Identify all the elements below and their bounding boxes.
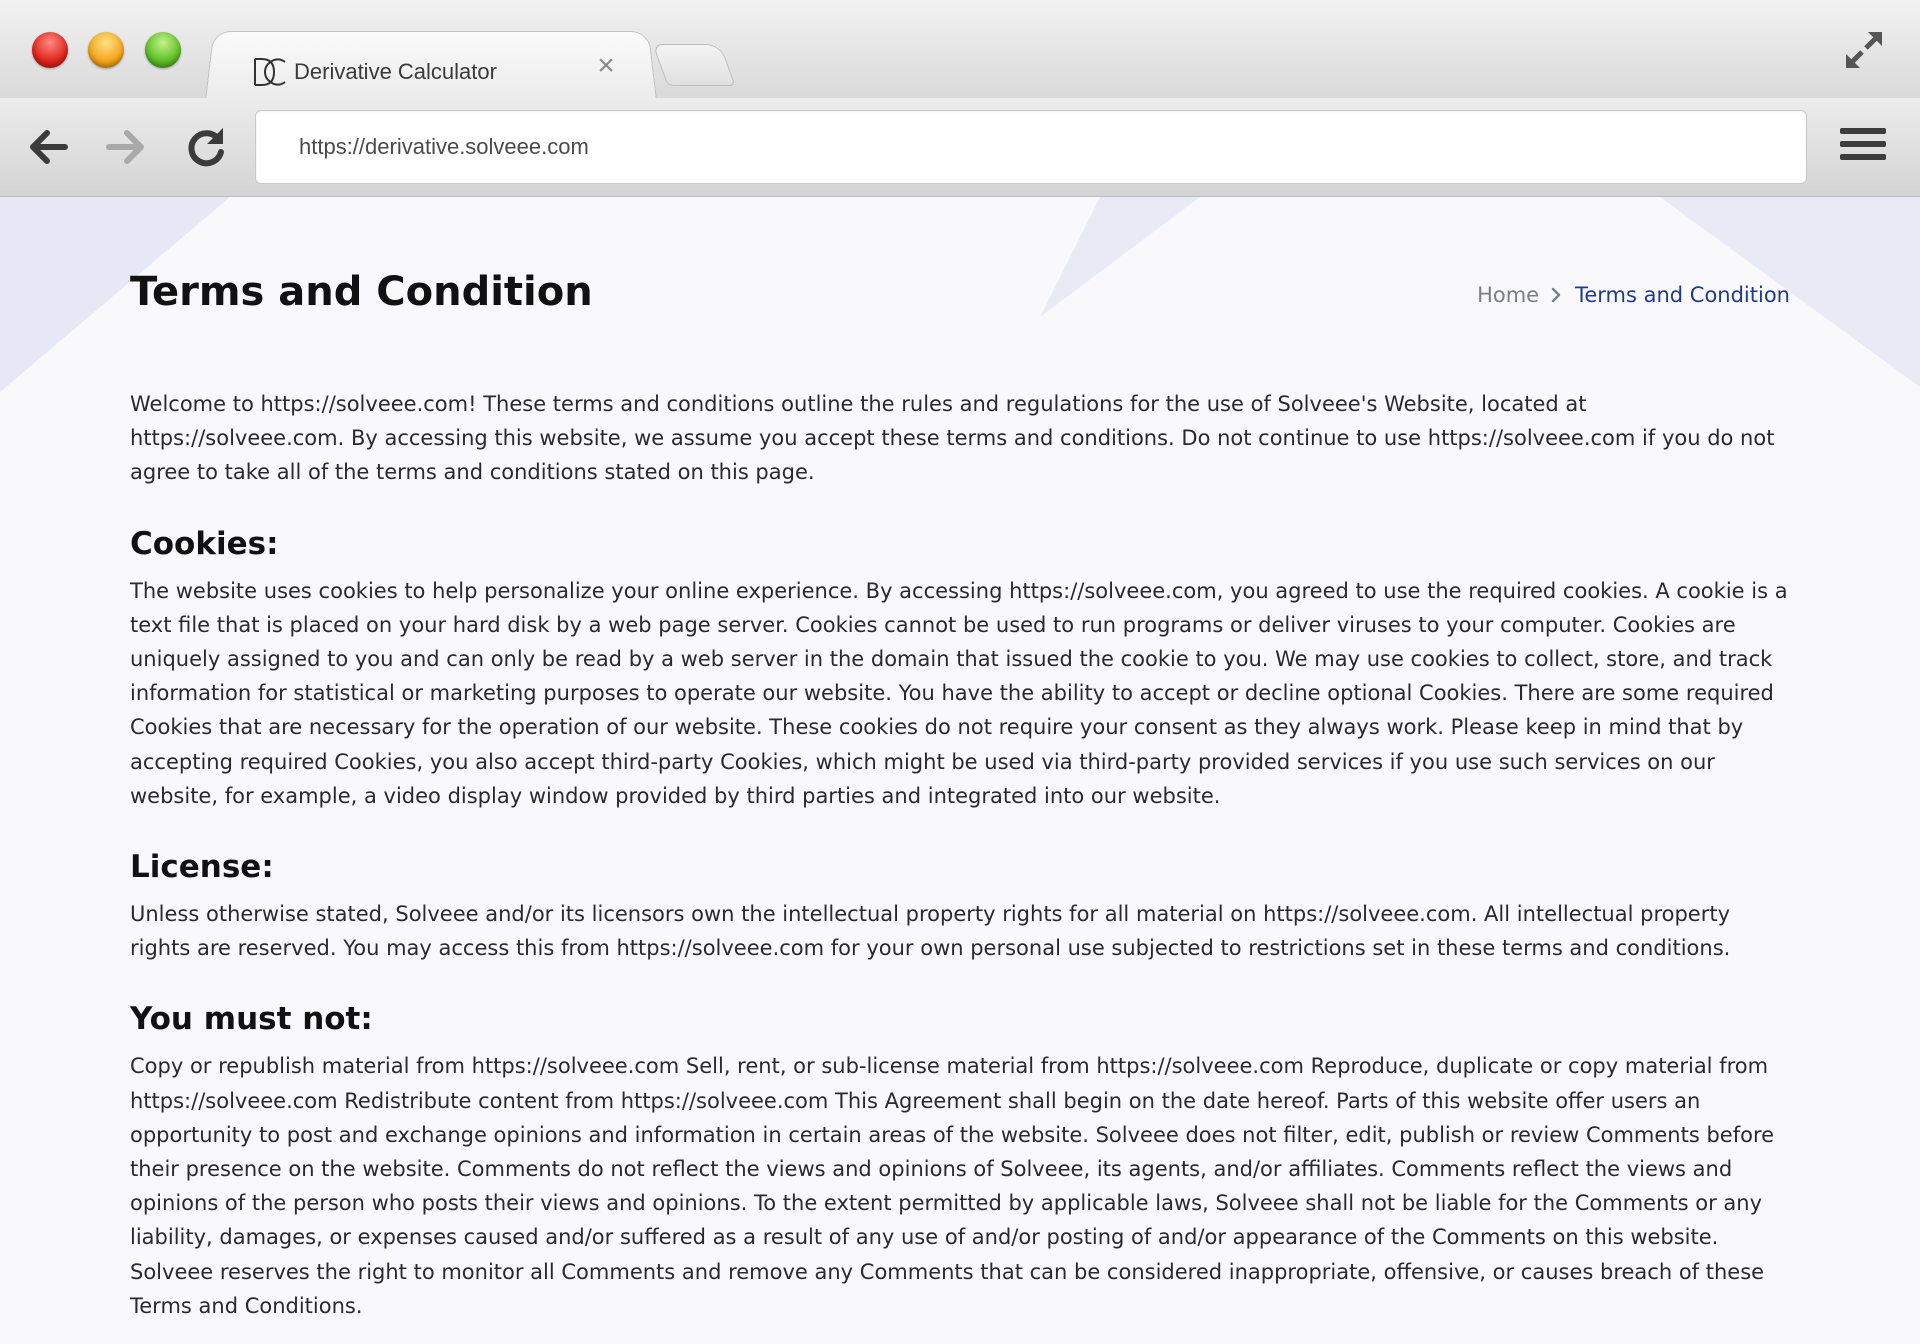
minimize-window-button[interactable] [88, 32, 124, 68]
expand-icon[interactable] [1842, 28, 1886, 72]
intro-paragraph: Welcome to https://solveee.com! These terms and conditions outline the rules and regulations for the use of Solveee's Website, located at https://solveee.com. By accessing this website, we assume you accept these terms and conditions. Do not continue to use https://solveee.com if you do not agree to take all of the terms and conditions stated on this page. [130, 392, 1775, 485]
address-bar[interactable] [255, 110, 1807, 184]
browser-chrome [0, 0, 1920, 197]
cookies-paragraph: The website uses cookies to help personalize your online experience. By accessing https://solveee.com, you agreed to use the required cookies. A cookie is a text file that is placed on your hard disk by a web page server. Cookies cannot be used to run programs or deliver viruses to your computer. Cookies are uniquely assigned to you and can only be read by a web server in the domain that issued the cookie to you. We may use cookies to collect, store, and track information for statistical or marketing purposes to operate our website. You have the ability to accept or decline optional Cookies. There are some required Cookies that are necessary for the operation of our website. These cookies do not require your consent as they always work. Please keep in mind that by accepting required Cookies, you also accept third-party Cookies, which might be used via third-party provided services if you use such services on our website, for example, a video display window provided by third parties and integrated into our website. [130, 578, 1788, 808]
arrow-left-icon[interactable] [25, 124, 71, 170]
tab-label-group [252, 52, 497, 92]
cookies-heading: Cookies: [130, 525, 279, 562]
reload-icon[interactable] [183, 124, 229, 170]
zoom-window-button[interactable] [145, 32, 181, 68]
breadcrumb-current: Terms and Condition [1575, 283, 1790, 307]
page-title: Terms and Condition [130, 269, 593, 315]
web-page [0, 197, 1920, 1344]
breadcrumb [1477, 283, 1790, 307]
close-window-button[interactable] [32, 32, 68, 68]
hamburger-menu-icon[interactable] [1840, 128, 1886, 166]
license-heading: License: [130, 849, 274, 886]
url-text[interactable]: https://derivative.solveee.com [299, 134, 589, 159]
chevron-right-icon [1549, 286, 1563, 304]
tab-title: Derivative Calculator [294, 59, 497, 84]
tab-close-icon[interactable]: × [597, 49, 615, 82]
dc-logo-icon [252, 56, 288, 88]
terms-content [130, 387, 1790, 1344]
you-must-not-heading: You must not: [130, 1001, 373, 1038]
you-must-not-paragraph: Copy or republish material from https://solveee.com Sell, rent, or sub-license material from https://solveee.com Reproduce, duplicate or copy material from https://solveee.com Redistribute content from https://solveee.com This Agreement shall begin on the date hereof. Parts of this website offer users an opportunity to post and exchange opinions and information in certain areas of the website. Solveee does not filter, edit, publish or review Comments before their presence on the website. Comments do not reflect the views and opinions of Solveee, its agents, and/or affiliates. Comments reflect the views and opinions of the person who posts their views and opinions. To the extent permitted by applicable laws, Solveee shall not be liable for the Comments or any liability, damages, or expenses caused and/or suffered as a result of any use of and/or posting of and/or appearance of the Comments on this website. Solveee reserves the right to monitor all Comments and remove any Comments that can be considered inappropriate, offensive, or causes breach of these Terms and Conditions. [130, 1054, 1775, 1318]
arrow-right-icon[interactable] [103, 124, 149, 170]
breadcrumb-home-link[interactable]: Home [1477, 283, 1540, 307]
license-paragraph: Unless otherwise stated, Solveee and/or its licensors own the intellectual property rights for all material on https://solveee.com. All intellectual property rights are reserved. You may access this from https://solveee.com for your own personal use subjected to restrictions set in these terms and conditions. [130, 902, 1731, 961]
